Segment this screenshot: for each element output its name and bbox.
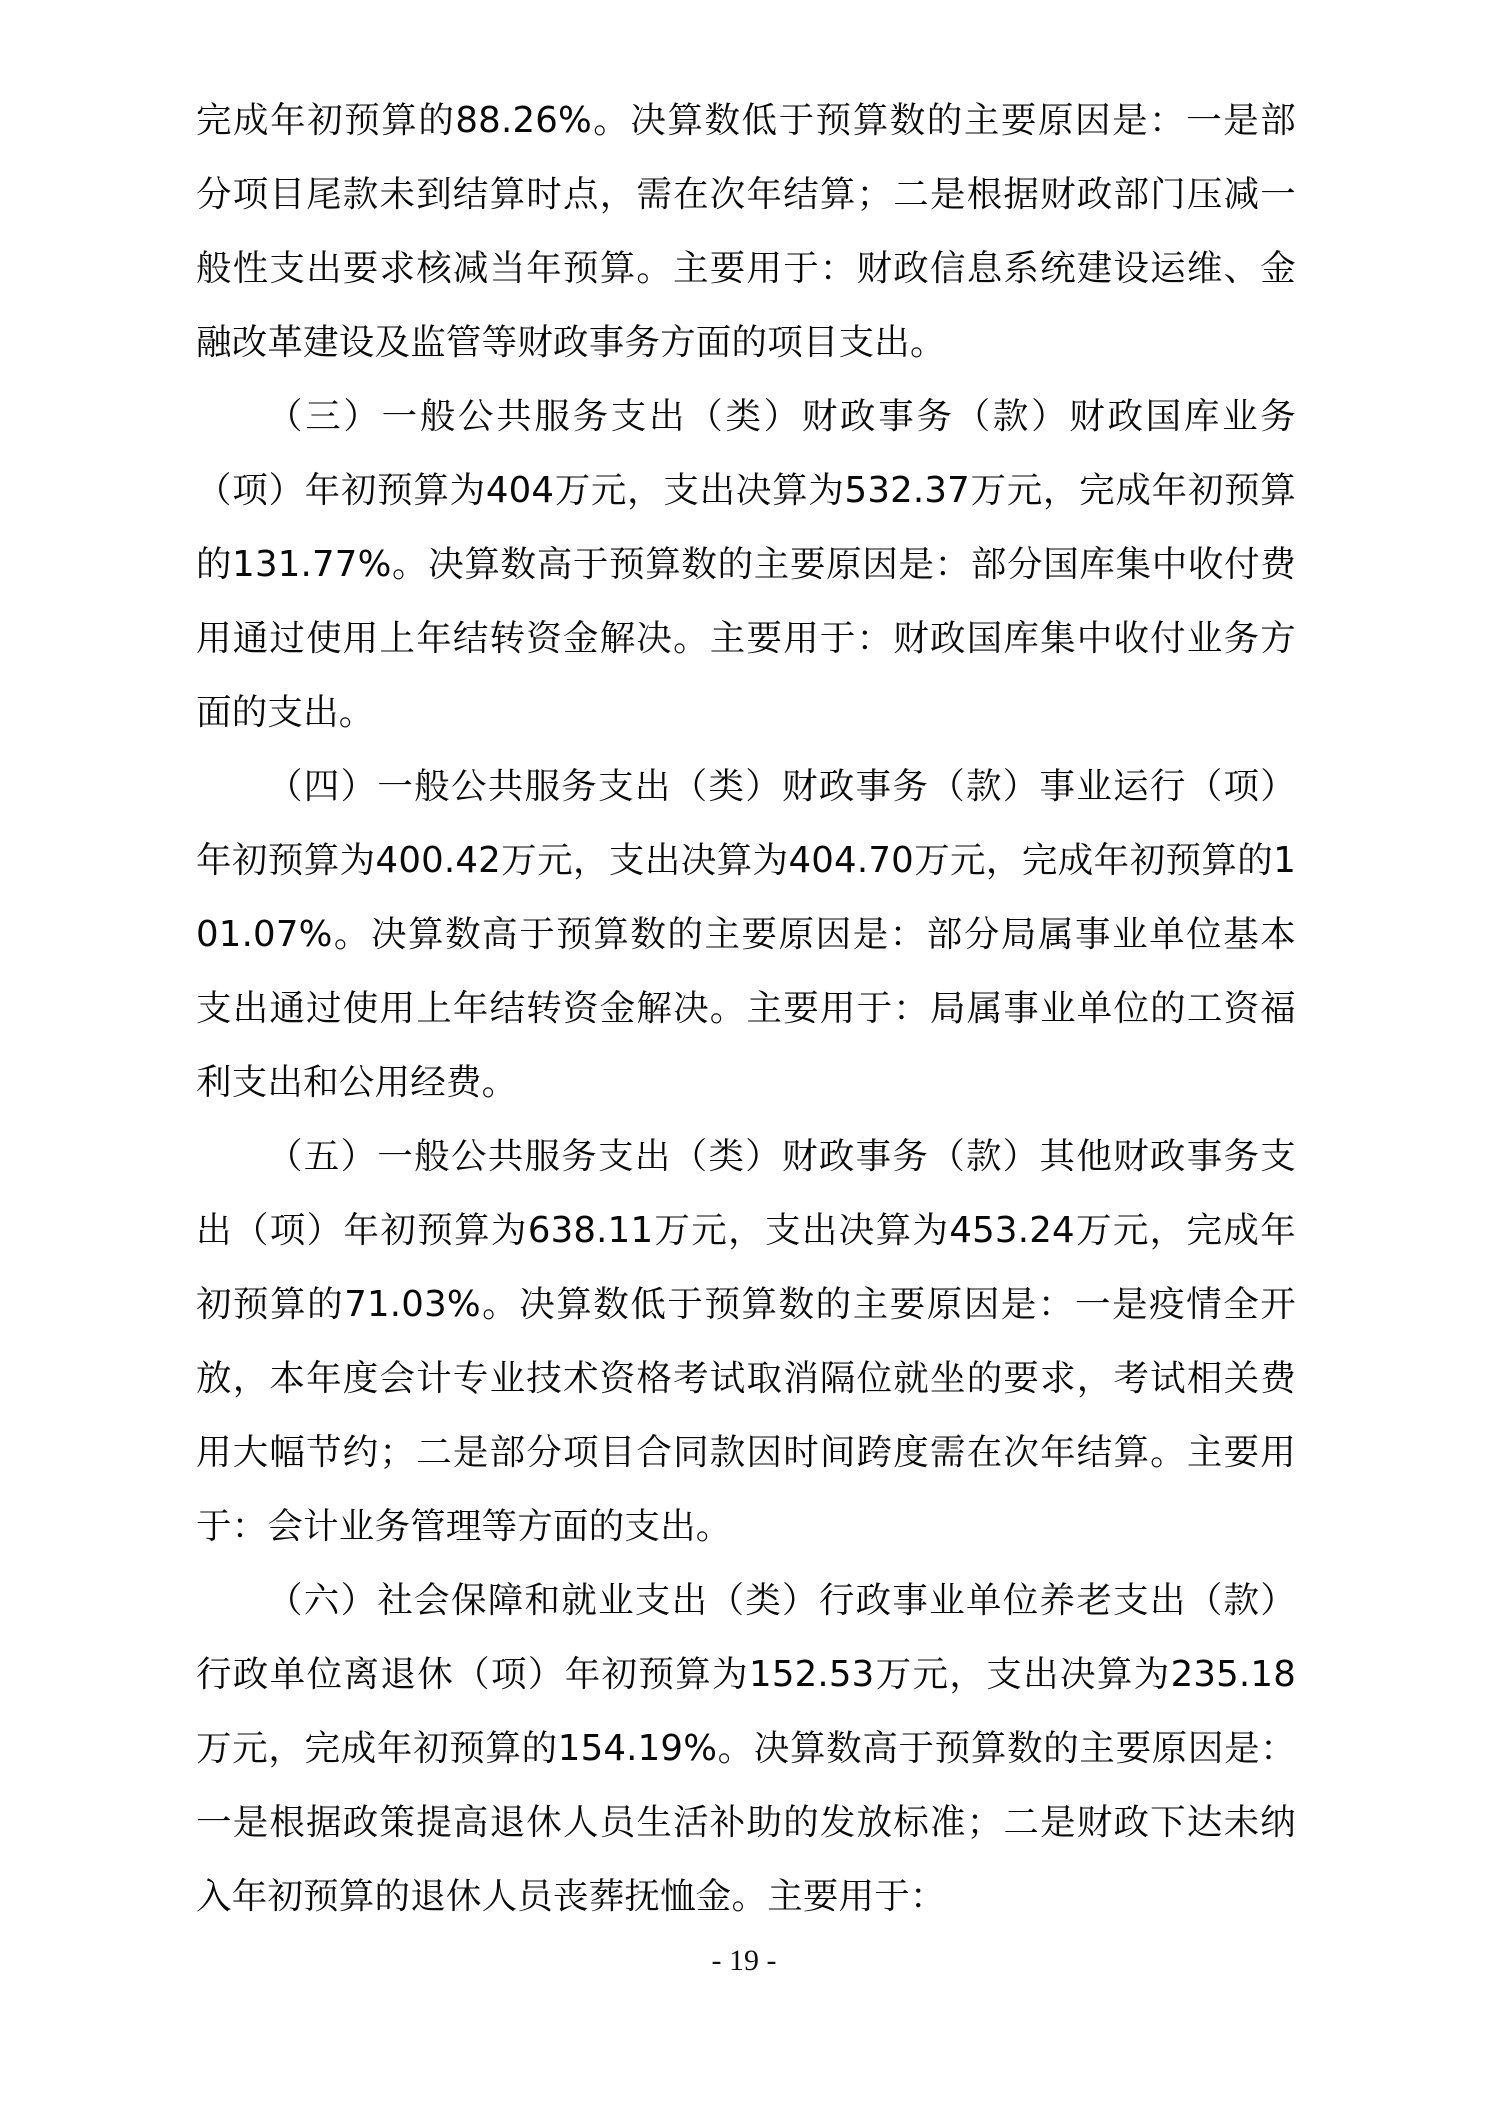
paragraph-continued: 完成年初预算的88.26%。决算数低于预算数的主要原因是：一是部分项目尾款未到结算时点，需在次年结算；二是根据财政部门压减一般性支出要求核减当年预算。主要用于：财政信息系统建设运维、金融改革建设及监管等财政事务方面的项目支出。	[196, 100, 1296, 363]
page-number: - 19 -	[711, 1944, 777, 1977]
paragraph-section-three: （三）一般公共服务支出（类）财政事务（款）财政国库业务（项）年初预算为404万元，支出决算为532.37万元，完成年初预算的131.77%。决算数高于预算数的主要原因是：部分国库集中收付费用通过使用上年结转资金解决。主要用于：财政国库集中收付业务方面的支出。	[196, 396, 1296, 733]
document-body	[196, 84, 1296, 1934]
paragraph-section-four: （四）一般公共服务支出（类）财政事务（款）事业运行（项）年初预算为400.42万元，支出决算为404.70万元，完成年初预算的101.07%。决算数高于预算数的主要原因是：部分局属事业单位基本支出通过使用上年结转资金解决。主要用于：局属事业单位的工资福利支出和公用经费。	[196, 766, 1296, 1103]
paragraph-section-six: （六）社会保障和就业支出（类）行政事业单位养老支出（款）行政单位离退休（项）年初预算为152.53万元，支出决算为235.18万元，完成年初预算的154.19%。决算数高于预算数的主要原因是：一是根据政策提高退休人员生活补助的发放标准；二是财政下达未纳入年初预算的退休人员丧葬抚恤金。主要用于：	[196, 1580, 1296, 1917]
paragraph-section-five: （五）一般公共服务支出（类）财政事务（款）其他财政事务支出（项）年初预算为638.11万元，支出决算为453.24万元，完成年初预算的71.03%。决算数低于预算数的主要原因是：一是疫情全开放，本年度会计专业技术资格考试取消隔位就坐的要求，考试相关费用大幅节约；二是部分项目合同款因时间跨度需在次年结算。主要用于：会计业务管理等方面的支出。	[196, 1136, 1296, 1547]
